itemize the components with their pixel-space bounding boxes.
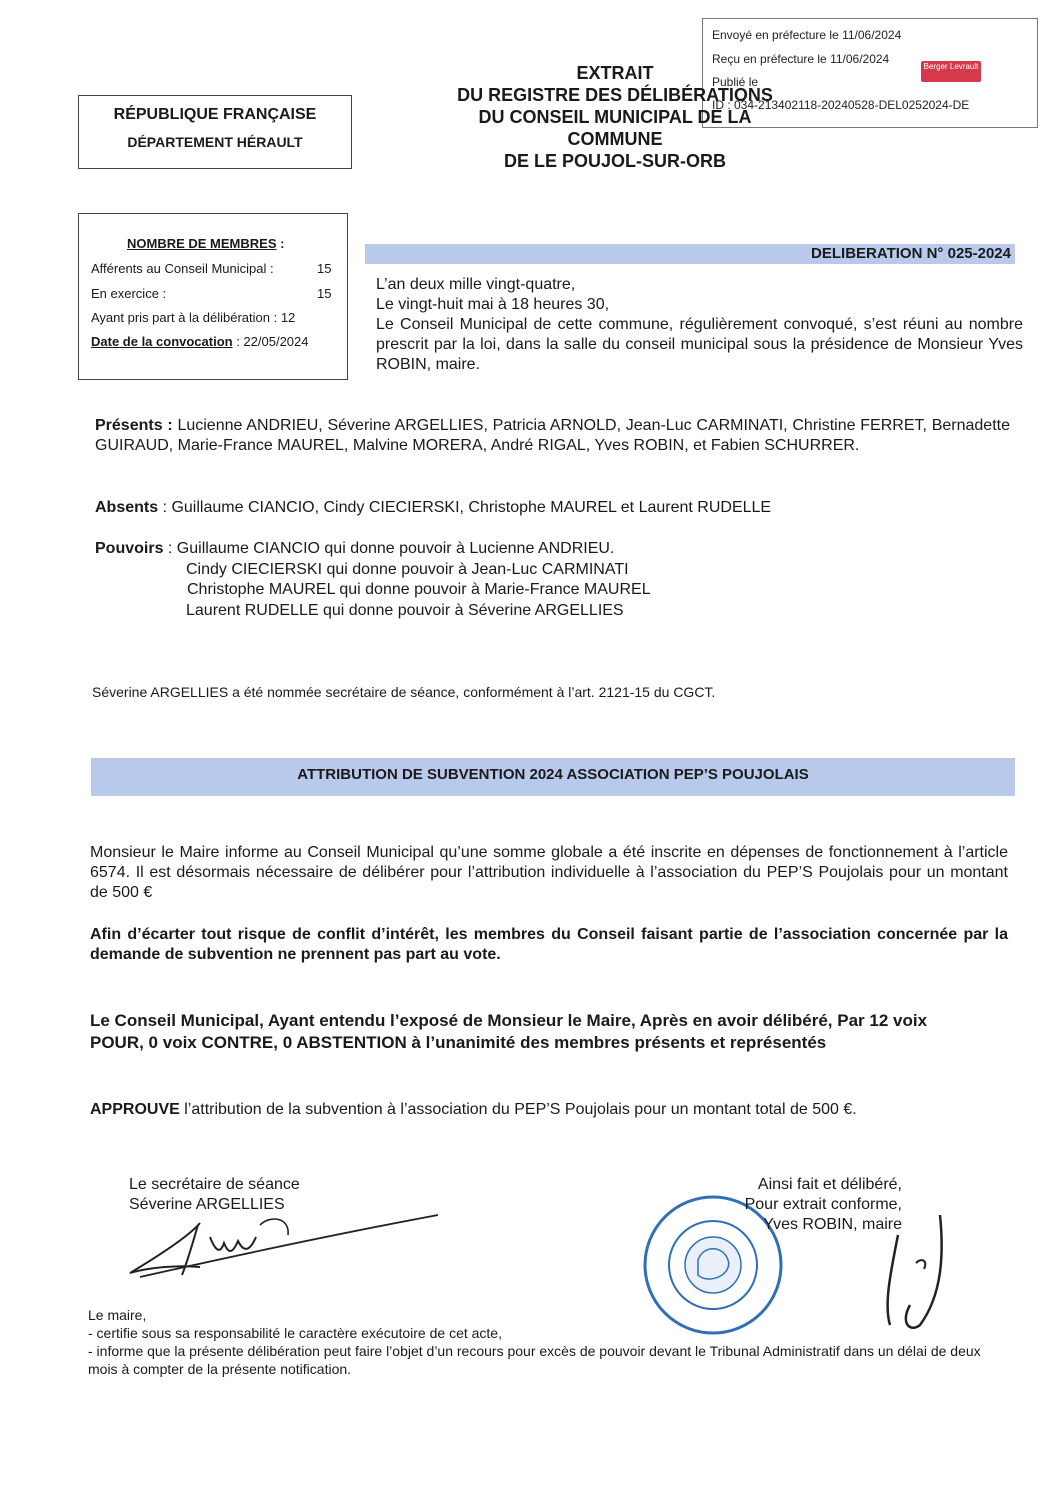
exercice-label: En exercice :	[91, 286, 167, 301]
approve-paragraph: APPROUVE l’attribution de la subvention à l’association du PEP’S Poujolais pour un montant total de 500 €.	[90, 1101, 857, 1118]
subject-band	[91, 758, 1015, 796]
mayor-line-1: Ainsi fait et délibéré,	[757, 1176, 902, 1193]
pouvoirs-line-4: Laurent RUDELLE qui donne pouvoir à Séverine ARGELLIES	[186, 602, 624, 619]
intro-block	[376, 275, 1023, 375]
republic-box	[78, 95, 352, 169]
title-line-4: COMMUNE	[567, 129, 663, 149]
vote-paragraph: Le Conseil Municipal, Ayant entendu l’exposé de Monsieur le Maire, Après en avoir délibéré, Par 12 voix POUR, 0 voix CONTRE, 0 ABSTENTION à l’unanimité des membres présents et représentés	[90, 1011, 928, 1052]
convocation-date: Date de la convocation : 22/05/2024	[91, 334, 309, 349]
mayor-line-2: Pour extrait conforme,	[744, 1196, 902, 1213]
department-line: DÉPARTEMENT HÉRAULT	[127, 134, 303, 150]
pouvoirs-line-2: Cindy CIECIERSKI qui donne pouvoir à Jean-Luc CARMINATI	[186, 561, 629, 578]
subject-title: ATTRIBUTION DE SUBVENTION 2024 ASSOCIATION PEP’S POUJOLAIS	[297, 766, 809, 783]
intro-council: Le Conseil Municipal de cette commune, régulièrement convoqué, s’est réuni au nombre prescrit par la loi, dans la salle du conseil municipal sous la présidence de Monsieur Yves ROBIN, maire.	[376, 316, 1023, 373]
presents-paragraph: Présents : Lucienne ANDRIEU, Séverine ARGELLIES, Patricia ARNOLD, Jean-Luc CARMINATI, Christine FERRET, Bernadette GUIRAUD, Marie-France MAUREL, Malvine MORERA, André RIGAL, Yves ROBIN, et Fabien SCHURRER.	[95, 417, 1010, 454]
participants-label: Ayant pris part à la délibération : 12	[91, 310, 296, 325]
footer-recours: - informe que la présente délibération peut faire l’objet d’un recours pour excès de pouvoir devant le Tribunal Administratif dans un délai de deux mois à compter de la présente notification.	[88, 1343, 981, 1377]
document-title	[400, 62, 830, 172]
footer-block	[88, 1306, 1008, 1378]
afferents-value: 15	[317, 261, 332, 276]
mayor-line-3: Yves ROBIN, maire	[763, 1216, 902, 1233]
conflict-paragraph: Afin d’écarter tout risque de conflit d’intérêt, les membres du Conseil faisant partie de l’association concernée par la demande de subvention ne prennent pas part au vote.	[90, 926, 1008, 963]
secretary-name: Séverine ARGELLIES	[129, 1196, 285, 1213]
intro-year: L’an deux mille vingt-quatre,	[376, 276, 576, 293]
intro-date: Le vingt-huit mai à 18 heures 30,	[376, 296, 610, 313]
body-paragraph: Monsieur le Maire informe au Conseil Municipal qu’une somme globale a été inscrite en dépenses de fonctionnement à l’article 6574. Il est désormais nécessaire de délibérer pour l’attribution individuelle à l’association du PEP’S Poujolais pour un montant de 500 €	[90, 844, 1008, 901]
title-line-2: DU REGISTRE DES DÉLIBÉRATIONS	[457, 85, 773, 105]
pouvoirs-line-3: Christophe MAUREL qui donne pouvoir à Marie-France MAUREL	[187, 581, 651, 598]
secretary-signature	[120, 1195, 450, 1295]
absents-paragraph: Absents : Guillaume CIANCIO, Cindy CIECIERSKI, Christophe MAUREL et Laurent RUDELLE	[95, 499, 772, 516]
title-line-1: EXTRAIT	[576, 63, 654, 83]
stamp-received: Reçu en préfecture le 11/06/2024	[712, 52, 890, 66]
stamp-sent: Envoyé en préfecture le 11/06/2024	[712, 28, 902, 42]
members-box	[78, 213, 348, 380]
footer-certify: - certifie sous sa responsabilité le caractère exécutoire de cet acte,	[88, 1325, 502, 1341]
deliberation-band	[365, 244, 1015, 264]
berger-levrault-logo: Berger Levrault	[921, 61, 981, 82]
secretary-title: Le secrétaire de séance	[129, 1176, 300, 1193]
title-line-3: DU CONSEIL MUNICIPAL DE LA	[478, 107, 752, 127]
stamp-id: ID : 034-213402118-20240528-DEL0252024-DE	[712, 98, 970, 112]
republic-line: RÉPUBLIQUE FRANÇAISE	[113, 106, 317, 123]
deliberation-number: DELIBERATION N° 025-2024	[811, 245, 1011, 262]
title-line-5: DE LE POUJOL-SUR-ORB	[503, 151, 726, 171]
stamp-published: Publié le	[712, 75, 759, 89]
footer-maire: Le maire,	[88, 1307, 147, 1323]
afferents-label: Afférents au Conseil Municipal :	[91, 261, 274, 276]
members-heading: NOMBRE DE MEMBRES :	[127, 236, 285, 251]
secretary-note: Séverine ARGELLIES a été nommée secrétaire de séance, conformément à l’art. 2121-15 du CGCT.	[92, 684, 716, 700]
pouvoirs-line-1: Pouvoirs : Guillaume CIANCIO qui donne pouvoir à Lucienne ANDRIEU.	[95, 540, 615, 557]
exercice-value: 15	[317, 286, 332, 301]
